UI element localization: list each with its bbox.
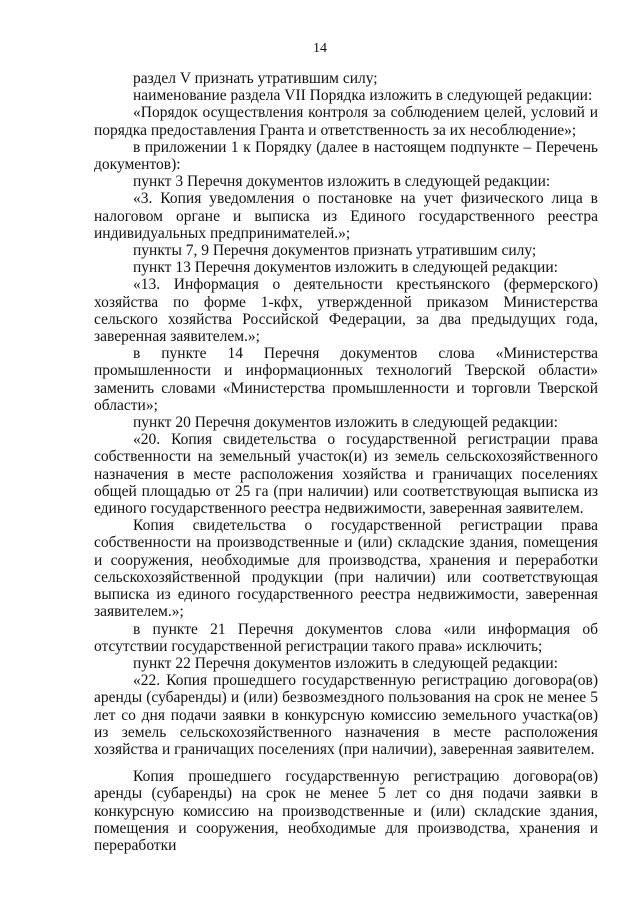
paragraph-item-22-text-continued: Копия прошедшего государственную регистрацию договора(ов) аренды (субаренды) на срок не менее 5 лет со дня подачи заявки в конкурсную комиссию на производственные и (или) складские здания, помещения и сооружения, необходимые для производства, хранения и переработки [94,768,598,854]
paragraph-item-13-text: «13. Информация о деятельности крестьянского (фермерского) хозяйства по форме 1-кфх, утвержденной приказом Министерства сельского хозяйства Российской Федерации, за два предыдущих года, заверенная заявителем.»; [94,276,598,346]
paragraph-item-3-intro: пункт 3 Перечня документов изложить в следующей редакции: [133,173,551,191]
paragraph-item-14-change: в пункте 14 Перечня документов слова «Министерства промышленности и информационных технологий Тверской области» заменить словами «Министерства промышленности и торговли Тверской области»; [94,345,598,414]
paragraph-item-20-text: «20. Копия свидетельства о государственной регистрации права собственности на земельный участок(и) из земель сельскохозяйственного назначения в месте расположения хозяйства и граничащих поселениях общей площадью от 25 га (при наличии) или соответствующая выписка из единого государственного реестра недвижимости, заверенная заявителем. [94,431,598,518]
paragraph-item-22-intro: пункт 22 Перечня документов изложить в следующей редакции: [133,654,558,672]
paragraph-appendix-1-intro: в приложении 1 к Порядку (далее в настоящем подпункте – Перечень документов): [94,138,598,174]
paragraph-section-v-repeal: раздел V признать утратившим силу; [133,70,378,87]
paragraph-item-20-text-continued: Копия свидетельства о государственной регистрации права собственности на производственные и (или) складские здания, помещения и сооружения, необходимые для производства, хранения и переработки сельскохозяйственной продукции (при наличии) или соответствующая выписка из единого государственного реестра недвижимости, заверенная заявителем.»; [94,517,598,621]
document-body [94,70,598,854]
paragraph-item-20-intro: пункт 20 Перечня документов изложить в следующей редакции: [133,414,558,432]
paragraph-item-22-text: «22. Копия прошедшего государственную регистрацию договора(ов) аренды (субаренды) и (или) безвозмездного пользования на срок не менее 5 лет со дня подачи заявки в конкурсную комиссию земельного участка(ов) из земель сельскохозяйственного назначения в месте расположения хозяйства и граничащих поселениях (при наличии), заверенная заявителем. [94,672,598,758]
page-number: 14 [313,41,327,56]
paragraph-item-3-text: «3. Копия уведомления о постановке на учет физического лица в налоговом органе и выписка из Единого государственного реестра индивидуальных предпринимателей.»; [94,190,598,242]
paragraph-items-7-9-repeal: пункты 7, 9 Перечня документов признать утратившим силу; [133,242,537,260]
paragraph-section-vii-new-title: «Порядок осуществления контроля за соблюдением целей, условий и порядка предоставления Гранта и ответственность за их несоблюдение»; [94,104,598,139]
paragraph-item-21-change: в пункте 21 Перечня документов слова «или информация об отсутствии государственной регистрации такого права» исключить; [94,620,598,655]
paragraph-section-vii-title-change: наименование раздела VII Порядка изложить в следующей редакции: [133,87,593,105]
paragraph-item-13-intro: пункт 13 Перечня документов изложить в следующей редакции: [133,259,558,277]
